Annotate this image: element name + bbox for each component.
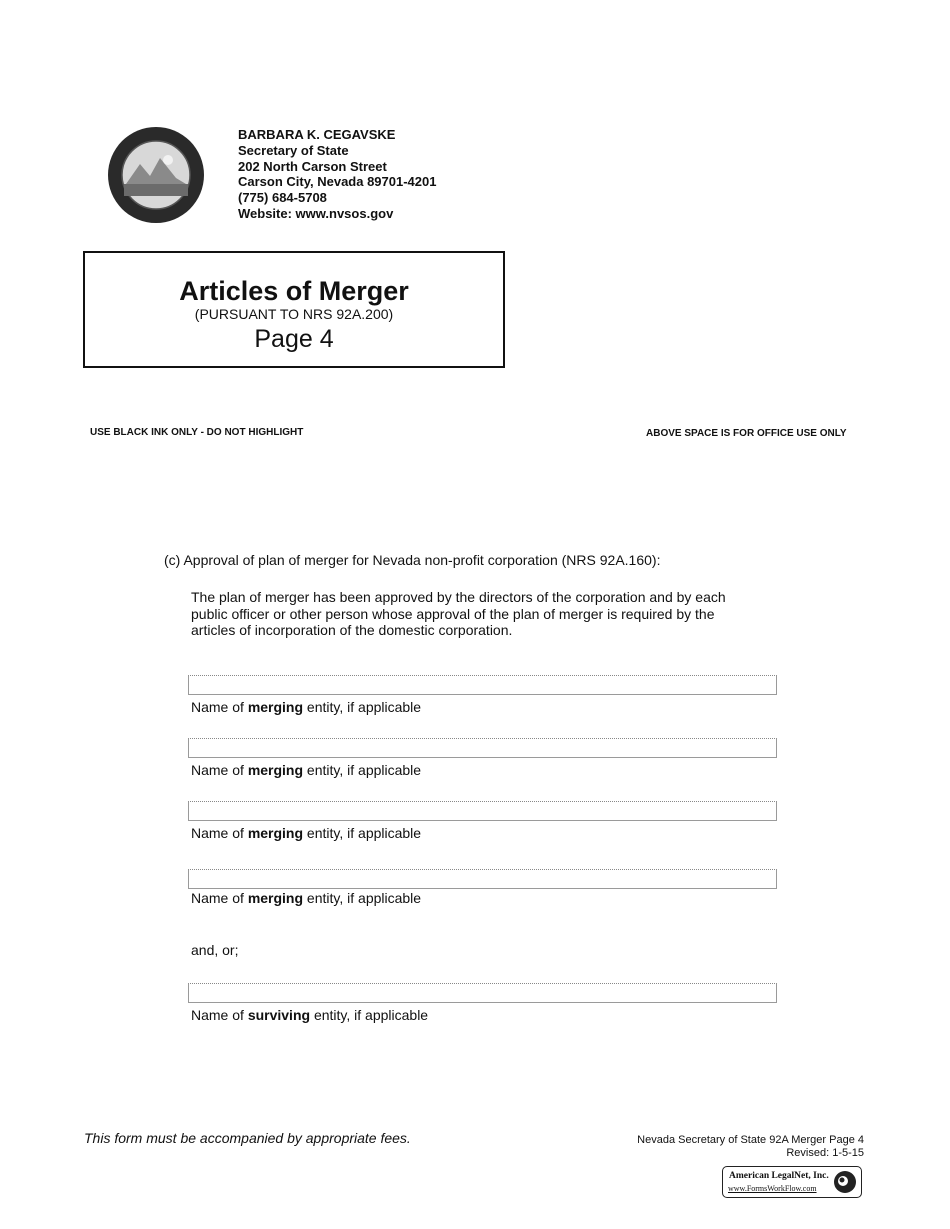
merging-entity-label: Name of merging entity, if applicable: [191, 890, 422, 906]
merging-entity-label: Name of merging entity, if applicable: [191, 699, 422, 715]
form-title: Articles of Merger: [179, 276, 409, 306]
vendor-badge[interactable]: [722, 1166, 862, 1198]
section-heading: (c) Approval of plan of merger for Nevada non-profit corporation (NRS 92A.160):: [164, 552, 661, 568]
agency-address-block: [238, 127, 436, 222]
merging-entity-label: Name of merging entity, if applicable: [191, 762, 422, 778]
vendor-link[interactable]: www.FormsWorkFlow.com: [728, 1184, 817, 1193]
form-subtitle: (PURSUANT TO NRS 92A.200): [194, 306, 394, 322]
and-or-text: and, or;: [191, 942, 239, 958]
website: Website: www.nvsos.gov: [238, 205, 394, 221]
ink-instruction: USE BLACK INK ONLY - DO NOT HIGHLIGHT: [90, 427, 304, 438]
merging-entity-input-4[interactable]: [188, 869, 777, 889]
form-identifier: [600, 1134, 864, 1160]
surviving-entity-input[interactable]: [188, 983, 777, 1003]
fees-note: This form must be accompanied by appropriate fees.: [84, 1130, 411, 1146]
revised-date: Revised: 1-5-15: [786, 1147, 864, 1159]
official-title: Secretary of State: [238, 142, 349, 158]
form-id-text: Nevada Secretary of State 92A Merger Page 4: [637, 1134, 864, 1146]
merging-entity-label: Name of merging entity, if applicable: [191, 825, 422, 841]
merging-entity-input-3[interactable]: [188, 801, 777, 821]
merging-entity-input-1[interactable]: [188, 675, 777, 695]
title-box: [83, 251, 505, 368]
merging-entity-input-2[interactable]: [188, 738, 777, 758]
phone-number: (775) 684-5708: [238, 190, 327, 206]
city-state-zip: Carson City, Nevada 89701-4201: [238, 174, 437, 190]
office-use-note: ABOVE SPACE IS FOR OFFICE USE ONLY: [646, 428, 847, 439]
surviving-entity-label: Name of surviving entity, if applicable: [191, 1007, 429, 1023]
vendor-logo-icon: [833, 1170, 857, 1194]
state-seal-logo: [106, 126, 206, 224]
vendor-name: American LegalNet, Inc.: [729, 1171, 829, 1181]
official-name: BARBARA K. CEGAVSKE: [238, 127, 396, 142]
approval-paragraph: The plan of merger has been approved by the directors of the corporation and by each public officer or other person whose approval of the plan of merger is required by the articles of incorporation of the domestic corporation.: [191, 589, 726, 638]
page-number: Page 4: [254, 325, 334, 353]
street-address: 202 North Carson Street: [238, 158, 387, 174]
